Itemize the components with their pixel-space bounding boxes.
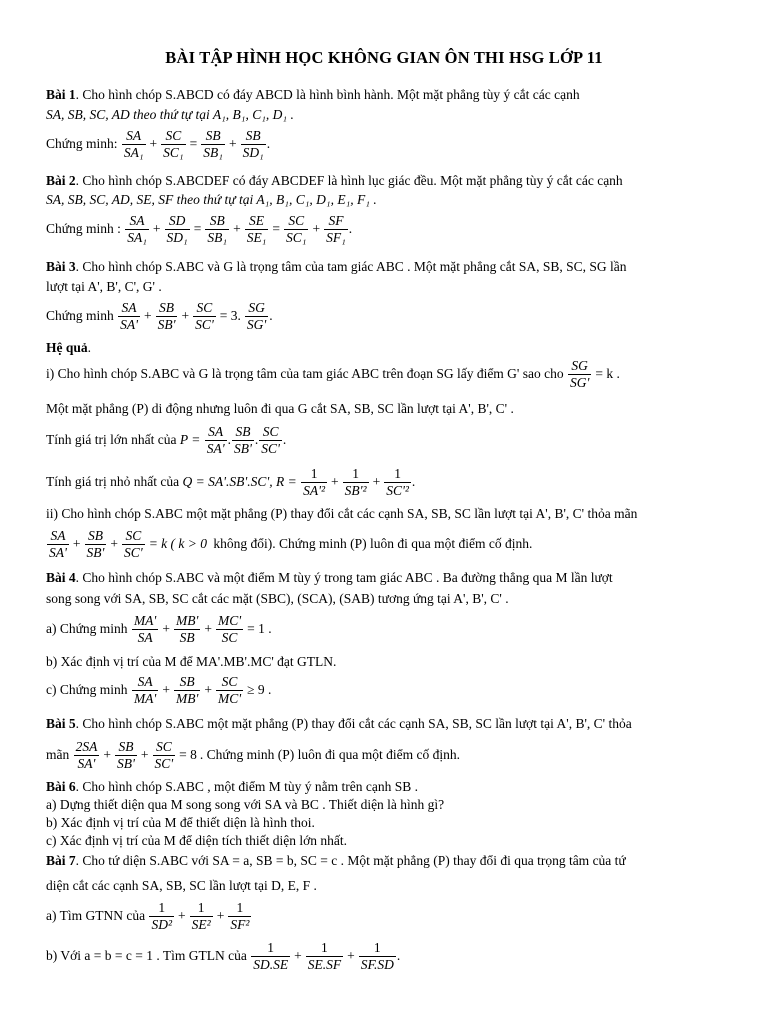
hq-ii-line2: $\frac{SA}{SA'}$ + $\frac{SB}{SB'}$ + $\frac{SC}{SC'}$ = k ( k > 0 không đổi). Chứng minh (P) luôn đi qua một điểm cố định. xyxy=(49,528,533,561)
hq-i-line4: Tính giá trị nhỏ nhất của Q = SA'.SB'.SC', R = $\frac{1}{\text{SA'²}}$ + $\frac{1}{\text{SB'²}}$ + $\frac{1}{\text{SC'²}}$ . xyxy=(46,466,416,499)
bai7-line1: Bài 7. Cho tứ diện S.ABC với SA = a, SB = b, SC = c . Một mặt phẳng (P) thay đổi đi qua trọng tâm của tứ xyxy=(46,853,626,868)
frac: $\frac{SG}{SG'}$ xyxy=(246,300,267,333)
bai3-label: Bài 3 xyxy=(46,259,76,274)
bai3-line1: Bài 3. Cho hình chóp S.ABC và G là trọng tâm của tam giác ABC . Một mặt phẳng cắt SA, SB, SC, SG lần xyxy=(46,259,627,274)
bai4-line2: song song với SA, SB, SC cắt các mặt (SBC), (SCA), (SAB) tương ứng tại A', B', C' . xyxy=(46,591,509,606)
frac: $\frac{SD}{\text{SD₁}}$ xyxy=(166,213,188,246)
frac: $\frac{MC'}{SC}$ xyxy=(217,613,242,646)
frac: $\frac{SB}{SB'}$ xyxy=(234,424,252,457)
bai6-line1: Bài 6. Cho hình chóp S.ABC , một điểm M tùy ý nằm trên cạnh SB . xyxy=(46,779,419,794)
bai5-label: Bài 5 xyxy=(46,716,76,731)
frac: $\frac{SC}{SC'}$ xyxy=(261,424,280,457)
page-title: BÀI TẬP HÌNH HỌC KHÔNG GIAN ÔN THI HSG LỚP 11 xyxy=(165,48,603,67)
bai4-c: c) Chứng minh $\frac{SA}{MA'}$ + $\frac{SB}{MB'}$ + $\frac{SC}{MC'}$ ≥ 9 . xyxy=(46,674,272,707)
bai7-label: Bài 7 xyxy=(46,853,76,868)
bai1-line2: SA, SB, SC, AD theo thứ tự tại A₁, B₁, C₁, D₁ . xyxy=(46,107,294,122)
frac: $\frac{1}{\text{SD²}}$ xyxy=(151,900,173,933)
bai7-a: a) Tìm GTNN của $\frac{1}{\text{SD²}}$ + $\frac{1}{\text{SE²}}$ + $\frac{1}{\text{SF²}}$ xyxy=(46,900,250,933)
frac: $\frac{SC}{\text{SC₁}}$ xyxy=(286,213,307,246)
frac: $\frac{SB}{SB'}$ xyxy=(117,739,135,772)
frac: $\frac{SA}{SA'}$ xyxy=(206,424,225,457)
frac: $\frac{SC}{SC'}$ xyxy=(124,528,143,561)
frac: $\frac{SB}{SB'}$ xyxy=(86,528,105,561)
frac: $\frac{SA}{SA'}$ xyxy=(49,528,67,561)
frac: $\frac{SA}{MA'}$ xyxy=(133,674,157,707)
frac: $\frac{SF}{\text{SF₁}}$ xyxy=(326,213,346,246)
bai4-b: b) Xác định vị trí của M để MA'.MB'.MC' đạt GTLN. xyxy=(46,654,337,669)
frac: $\frac{1}{SE.SF}$ xyxy=(307,940,342,973)
frac: $\frac{1}{\text{SC'²}}$ xyxy=(386,466,409,499)
bai5-line2: mãn $\frac{2SA}{SA'}$ + $\frac{SB}{SB'}$ + $\frac{SC}{SC'}$ = 8 . Chứng minh (P) luôn đi qua một điểm cố định. xyxy=(46,739,460,772)
bai1-line1: Bài 1. Cho hình chóp S.ABCD có đáy ABCD là hình bình hành. Một mặt phẳng tùy ý cắt các cạnh xyxy=(46,87,580,102)
frac: $\frac{SB}{\text{SB₁}}$ xyxy=(207,213,228,246)
frac: $\frac{SB}{\text{SD₁}}$ xyxy=(242,128,264,161)
bai4-label: Bài 4 xyxy=(46,570,76,585)
hq-ii-line1: ii) Cho hình chóp S.ABC một mặt phẳng (P) thay đổi cắt các cạnh SA, SB, SC lần lượt tại A', B', C' thỏa mãn xyxy=(46,506,638,521)
frac: $\frac{1}{\text{SB'²}}$ xyxy=(344,466,367,499)
frac: $\frac{SC}{SC'}$ xyxy=(154,739,174,772)
hq-i-line1: i) Cho hình chóp S.ABC và G là trọng tâm của tam giác ABC trên đoạn SG lấy điểm G' sao cho $\frac{SG}{SG'}$ = k . xyxy=(46,358,620,391)
frac: $\frac{SB}{\text{SB₁}}$ xyxy=(203,128,223,161)
bai2-line2: SA, SB, SC, AD, SE, SF theo thứ tự tại A₁, B₁, C₁, D₁, E₁, F₁ . xyxy=(46,192,377,207)
bai6-label: Bài 6 xyxy=(46,779,76,794)
bai6-c: c) Xác định vị trí của M để diện tích thiết diện lớn nhất. xyxy=(46,833,348,848)
frac: $\frac{1}{\text{SA'²}}$ xyxy=(303,466,326,499)
frac: $\frac{SA}{\text{SA₁}}$ xyxy=(123,128,144,161)
hq-i-line3: Tính giá trị lớn nhất của P = $\frac{SA}{SA'}$ . $\frac{SB}{SB'}$ . $\frac{SC}{SC'}$ . xyxy=(46,424,287,457)
frac: $\frac{SB}{MB'}$ xyxy=(175,674,199,707)
frac: $\frac{1}{\text{SE²}}$ xyxy=(191,900,211,933)
bai6-a: a) Dựng thiết diện qua M song song với SA và BC . Thiết diện là hình gì? xyxy=(46,797,445,812)
frac: $\frac{SG}{SG'}$ xyxy=(569,358,590,391)
frac: $\frac{1}{SF.SD}$ xyxy=(360,940,394,973)
bai1-label: Bài 1 xyxy=(46,87,76,102)
bai2-label: Bài 2 xyxy=(46,173,76,188)
frac: $\frac{SC}{MC'}$ xyxy=(217,674,242,707)
bai4-a: a) Chứng minh $\frac{MA'}{SA}$ + $\frac{MB'}{SB}$ + $\frac{MC'}{SC}$ = 1 . xyxy=(46,613,272,646)
bai3-formula: Chứng minh $\frac{SA}{SA'}$ + $\frac{SB}{SB'}$ + $\frac{SC}{SC'}$ = 3. $\frac{SG}{SG'}$ . xyxy=(46,300,273,333)
bai2-line1: Bài 2. Cho hình chóp S.ABCDEF có đáy ABCDEF là hình lục giác đều. Một mặt phẳng tùy ý cắt các cạnh xyxy=(46,173,623,188)
frac: $\frac{MA'}{SA}$ xyxy=(133,613,157,646)
frac: $\frac{SE}{\text{SE₁}}$ xyxy=(246,213,267,246)
bai5-line1: Bài 5. Cho hình chóp S.ABC một mặt phẳng (P) thay đổi cắt các cạnh SA, SB, SC lần lượt tại A', B', C' thỏa xyxy=(46,716,632,731)
frac: $\frac{SC}{SC'}$ xyxy=(195,300,214,333)
bai6-b: b) Xác định vị trí của M để thiết diện là hình thoi. xyxy=(46,815,315,830)
bai4-line1: Bài 4. Cho hình chóp S.ABC và một điểm M tùy ý trong tam giác ABC . Ba đường thẳng qua M lần lượt xyxy=(46,570,613,585)
bai7-line2: diện cắt các cạnh SA, SB, SC lần lượt tại D, E, F . xyxy=(46,878,317,893)
bai2-formula: Chứng minh : $\frac{SA}{\text{SA₁}}$ + $\frac{SD}{\text{SD₁}}$ = $\frac{SB}{\text{SB₁}}$ + $\frac{SE}{\text{SE₁}}$ = $\frac{SC}{\text{SC₁}}$ + $\frac{SF}{\text{SF₁}}$ . xyxy=(46,213,353,246)
frac: $\frac{SB}{SB'}$ xyxy=(157,300,176,333)
hq-i-line2: Một mặt phẳng (P) di động nhưng luôn đi qua G cắt SA, SB, SC lần lượt tại A', B', C' . xyxy=(46,401,514,416)
frac: $\frac{1}{\text{SF²}}$ xyxy=(230,900,250,933)
frac: $\frac{SA}{SA'}$ xyxy=(120,300,138,333)
bai1-formula: Chứng minh: $\frac{SA}{\text{SA₁}}$ + $\frac{SC}{\text{SC₁}}$ = $\frac{SB}{\text{SB₁}}$ + $\frac{SB}{\text{SD₁}}$ . xyxy=(46,128,271,161)
frac: $\frac{SA}{\text{SA₁}}$ xyxy=(127,213,147,246)
frac: $\frac{1}{SD.SE}$ xyxy=(253,940,289,973)
he-qua-heading: Hệ quả. xyxy=(46,340,92,355)
frac: $\frac{MB'}{SB}$ xyxy=(175,613,199,646)
bai7-b: b) Với a = b = c = 1 . Tìm GTLN của $\frac{1}{SD.SE}$ + $\frac{1}{SE.SF}$ + $\frac{1}{SF.SD}$ . xyxy=(46,940,401,973)
frac: $\frac{2SA}{SA'}$ xyxy=(75,739,98,772)
bai3-line2: lượt tại A', B', C', G' . xyxy=(46,279,162,294)
frac: $\frac{SC}{\text{SC₁}}$ xyxy=(163,128,184,161)
